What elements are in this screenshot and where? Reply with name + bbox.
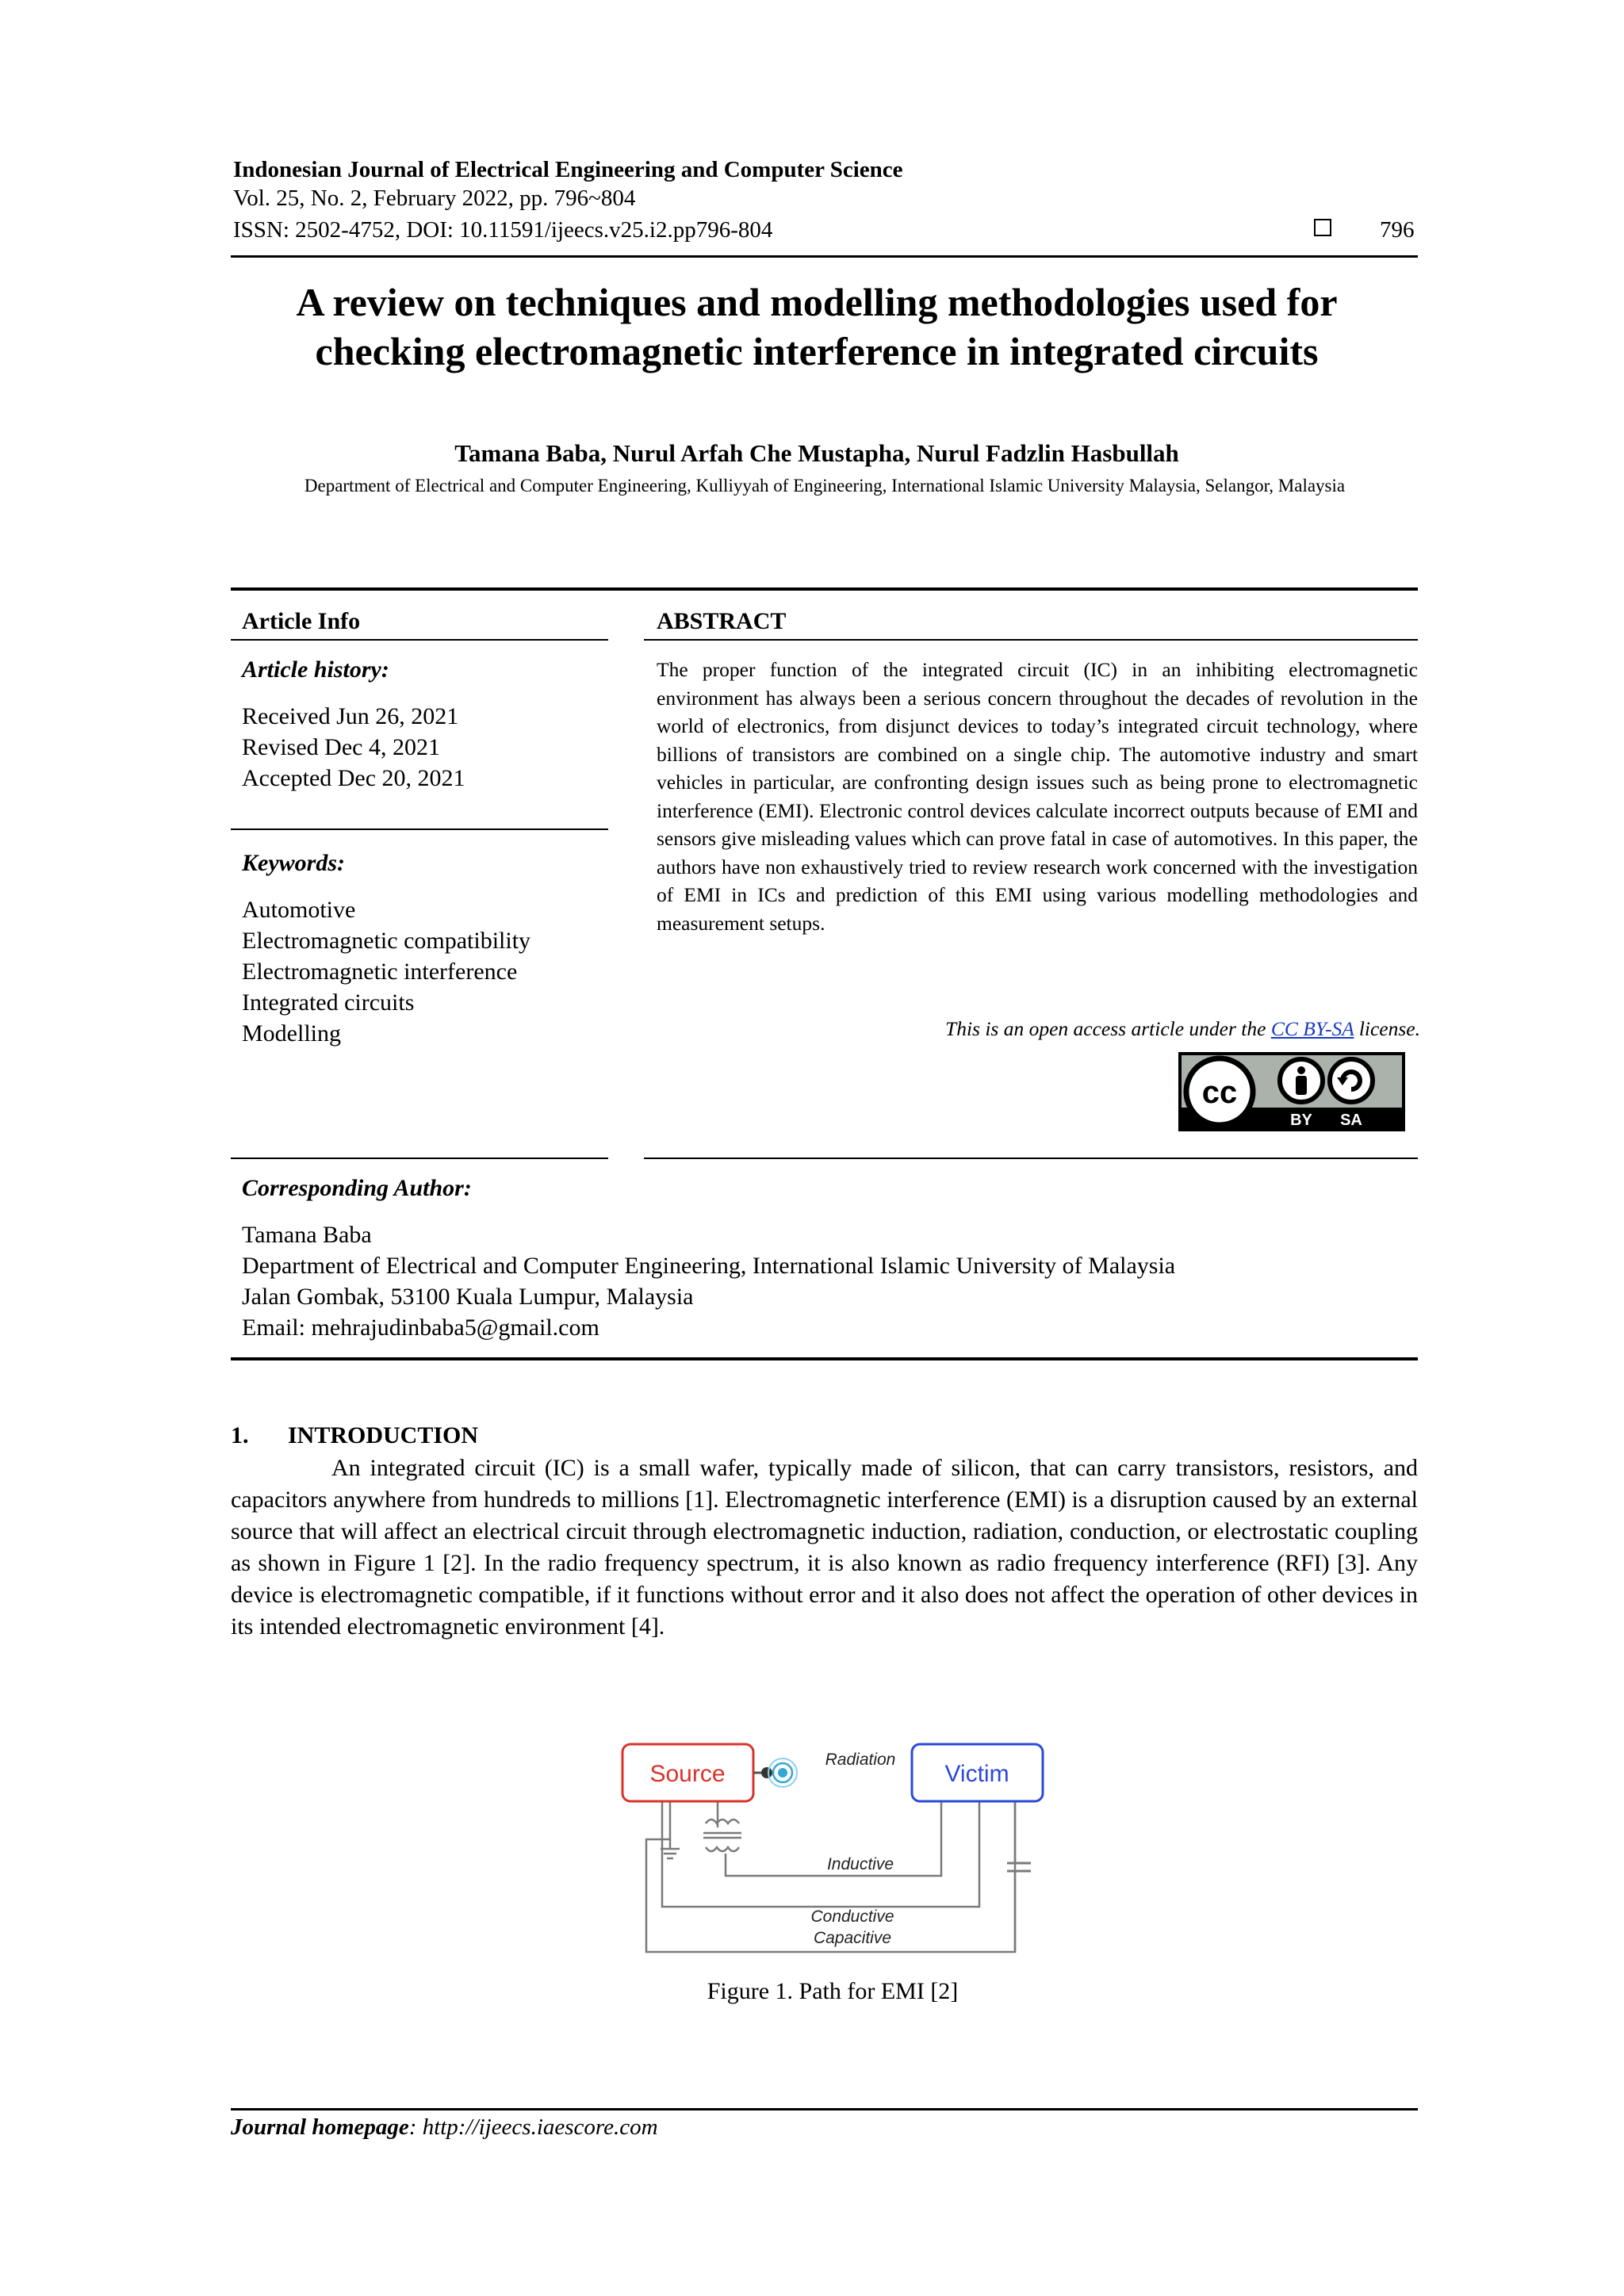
article-info-heading-rule (231, 639, 608, 641)
journal-volume: Vol. 25, No. 2, February 2022, pp. 796~804 (233, 186, 636, 211)
article-info-heading: Article Info (242, 608, 361, 634)
ground-icon (661, 1839, 680, 1858)
authors: Tamana Baba, Nurul Arfah Che Mustapha, Nurul Fadzlin Hasbullah (454, 439, 1179, 467)
abstract-heading-rule (644, 639, 1418, 641)
cc-icon (1186, 1058, 1253, 1125)
revised-date: Revised Dec 4, 2021 (242, 734, 440, 760)
corresponding-dept: Department of Electrical and Computer Engineering, International Islamic University of Malaysia (242, 1253, 1176, 1279)
article-info-bottom-rule (231, 1158, 608, 1159)
share-alike-icon (1330, 1059, 1373, 1102)
capacitive-label: Capacitive (813, 1929, 892, 1947)
cc-by-sa-badge[interactable] (1178, 1052, 1405, 1131)
corresponding-address: Jalan Gombak, 53100 Kuala Lumpur, Malaysia (242, 1284, 694, 1310)
license-link[interactable]: CC BY-SA (1270, 1017, 1354, 1040)
emi-path-figure (615, 1728, 1059, 1966)
history-heading: Article history: (242, 656, 389, 683)
title-line-1: A review on techniques and modelling methodologies used for (296, 280, 1338, 324)
conductive-path (662, 1801, 979, 1907)
journal-name: Indonesian Journal of Electrical Engineering and Computer Science (233, 157, 903, 182)
intro-paragraph (231, 1452, 1418, 1643)
accepted-date: Accepted Dec 20, 2021 (242, 765, 465, 791)
intro-text: An integrated circuit (IC) is a small wafer, typically made of silicon, that can carry transistors, resistors, and capacitors anywhere from hundreds to millions [1]. Electromagnetic interference (EMI) is a disruption caused by an external source that will affect an electrical circuit through electromagnetic induction, radiation, conduction, or electrostatic coupling as shown in Figure 1 [2]. In the radio frequency spectrum, it is also known as radio frequency interference (RFI) [3]. Any device is electromagnetic compatible, if it functions without error and it also does not affect the operation of other devices in its intended electromagnetic environment [4]. (231, 1455, 1418, 1640)
corresponding-name: Tamana Baba (242, 1222, 372, 1248)
attribution-icon (1280, 1059, 1323, 1102)
corresponding-email[interactable]: Email: mehrajudinbaba5@gmail.com (242, 1314, 599, 1341)
corresponding-heading: Corresponding Author: (242, 1175, 472, 1201)
abstract-heading: ABSTRACT (657, 608, 787, 634)
keyword: Electromagnetic compatibility (242, 928, 531, 954)
keyword: Modelling (242, 1020, 341, 1047)
badge-by-label: BY (1290, 1112, 1312, 1129)
license-statement (945, 1017, 1420, 1041)
page-number: 796 (1380, 217, 1415, 243)
figure-caption: Figure 1. Path for EMI [2] (707, 1978, 959, 2004)
section-number: 1. (231, 1422, 249, 1448)
license-suffix: license. (1354, 1017, 1420, 1040)
square-bullet-icon (1314, 219, 1331, 236)
svg-text:cc: cc (1201, 1075, 1238, 1110)
history-rule (231, 828, 608, 830)
radiation-label: Radiation (825, 1751, 896, 1769)
keyword: Integrated circuits (242, 989, 415, 1016)
victim-label: Victim (944, 1761, 1009, 1787)
keywords-list (242, 894, 530, 1049)
footer-rule (231, 2108, 1418, 2110)
radiation-icon (753, 1758, 797, 1787)
keywords-heading: Keywords: (242, 850, 345, 876)
section-heading: INTRODUCTION (288, 1422, 479, 1448)
keyword: Automotive (242, 897, 356, 923)
history-list (242, 701, 465, 794)
header-rule (231, 255, 1418, 258)
conductive-label: Conductive (810, 1908, 894, 1926)
inductive-label: Inductive (826, 1855, 894, 1873)
affiliation: Department of Electrical and Computer Engineering, Kulliyyah of Engineering, International Islamic University Malaysia, Selangor, Malaysia (304, 476, 1346, 496)
homepage-url[interactable]: : http://ijeecs.iaescore.com (408, 2114, 658, 2140)
transformer-icon (703, 1820, 741, 1851)
received-date: Received Jun 26, 2021 (242, 703, 459, 729)
journal-homepage (231, 2114, 658, 2141)
keyword: Electromagnetic interference (242, 959, 518, 985)
homepage-label: Journal homepage (231, 2114, 409, 2140)
badge-sa-label: SA (1340, 1112, 1362, 1129)
abstract-text: The proper function of the integrated circuit (IC) in an inhibiting electromagnetic environment has always been a serious concern throughout the decades of revolution in the world of electronics, from disjunct devices to today’s integrated circuit technology, where billions of transistors are combined on a single chip. The automotive industry and smart vehicles in particular, are confronting design issues such as being prone to electromagnetic interference (EMI). Electronic control devices calculate incorrect outputs because of EMI and sensors give misleading values which can prove fatal in case of automotives. In this paper, the authors have non exhaustively tried to review research work concerned with the investigation of EMI in ICs and prediction of this EMI using various modelling methodologies and measurement setups. (657, 658, 1418, 935)
source-label: Source (649, 1761, 726, 1787)
corresponding-block (242, 1219, 1175, 1343)
abstract-bottom-rule (644, 1158, 1418, 1159)
paper-title (198, 277, 1435, 376)
title-line-2: checking electromagnetic interference in integrated circuits (315, 329, 1319, 373)
info-top-rule (231, 587, 1418, 591)
corresponding-bottom-rule (231, 1357, 1418, 1360)
license-prefix: This is an open access article under the (945, 1017, 1271, 1040)
journal-issn: ISSN: 2502-4752, DOI: 10.11591/ijeecs.v25.i2.pp796-804 (233, 217, 773, 243)
